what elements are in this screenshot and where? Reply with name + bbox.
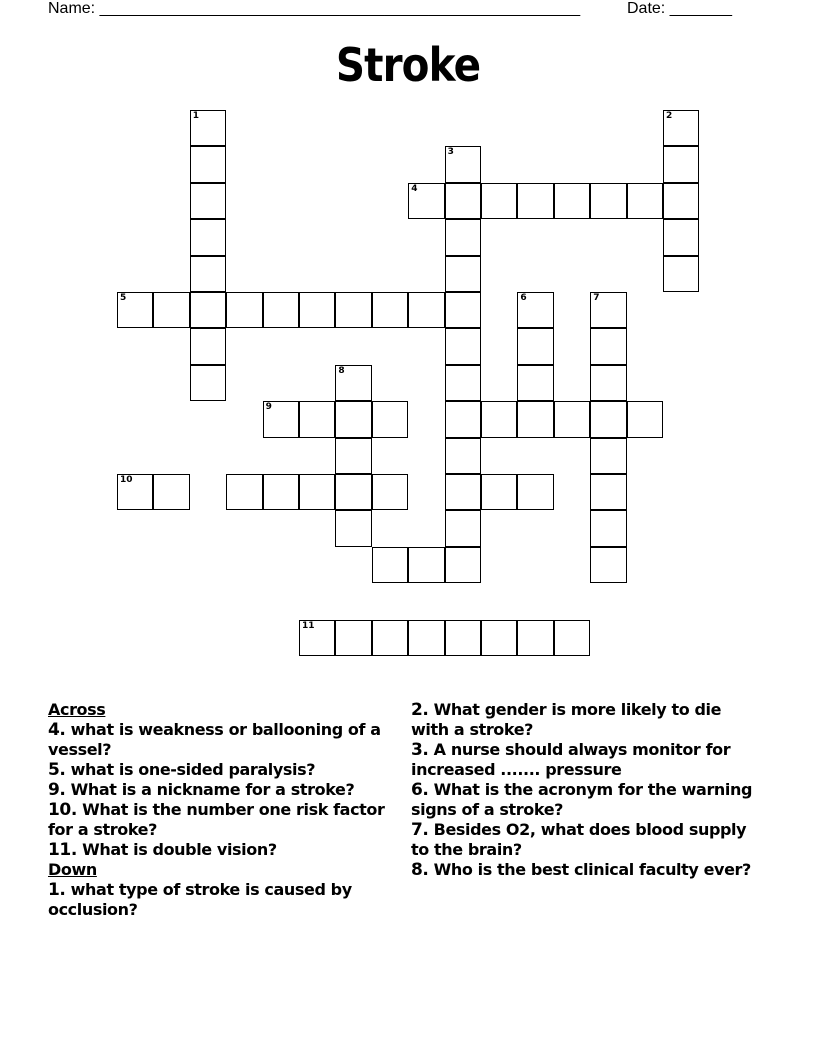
clue-number-label: 3.	[411, 740, 429, 760]
grid-cell[interactable]	[663, 110, 699, 146]
clue-text: What is a nickname for a stroke?	[65, 780, 355, 799]
clue-number-label: 8.	[411, 860, 429, 880]
down-clue	[411, 740, 756, 780]
clue-text: What is the acronym for the warning signs of a stroke?	[411, 780, 753, 819]
clue-number: 5	[120, 293, 127, 303]
clue-number-label: 4.	[48, 720, 66, 740]
grid-cell[interactable]	[517, 365, 553, 401]
grid-cell[interactable]	[299, 292, 335, 328]
clue-number: 4	[411, 183, 418, 194]
grid-cell[interactable]	[335, 401, 371, 437]
down-clue	[411, 820, 756, 860]
grid-cell[interactable]	[372, 474, 408, 510]
grid-cell[interactable]	[190, 365, 226, 401]
across-clue	[48, 780, 393, 800]
grid-cell[interactable]	[190, 292, 226, 328]
grid-cell[interactable]	[445, 438, 481, 474]
across-clue-list	[48, 720, 393, 860]
down-clue-1: 1. what type of stroke is caused by occlusion?	[48, 880, 352, 919]
clue-number-label: 9.	[48, 780, 66, 800]
clue-number: 3	[447, 147, 454, 158]
grid-cell[interactable]	[190, 110, 226, 146]
grid-cell[interactable]	[554, 183, 590, 219]
grid-cell[interactable]	[481, 183, 517, 219]
grid-cell[interactable]	[554, 401, 590, 437]
grid-cell[interactable]	[117, 292, 153, 328]
clue-text: Who is the best clinical faculty ever?	[428, 860, 751, 879]
grid-cell[interactable]	[335, 292, 371, 328]
grid-cell[interactable]	[445, 146, 481, 182]
clue-number-label: 7.	[411, 820, 429, 840]
grid-cell[interactable]	[517, 474, 553, 510]
grid-cell[interactable]	[663, 256, 699, 292]
grid-cell[interactable]	[372, 401, 408, 437]
across-heading: Across	[48, 700, 106, 719]
down-clue	[411, 780, 756, 820]
grid-cell[interactable]	[190, 219, 226, 255]
grid-cell[interactable]	[663, 219, 699, 255]
grid-cell[interactable]	[663, 146, 699, 182]
grid-cell[interactable]	[517, 292, 553, 328]
across-clue	[48, 720, 393, 760]
clue-number: 10	[120, 475, 133, 485]
grid-cell[interactable]	[590, 292, 626, 328]
clue-text: Besides O2, what does blood supply to the brain?	[411, 820, 747, 859]
grid-cell[interactable]	[663, 183, 699, 219]
grid-cell[interactable]	[408, 620, 444, 656]
clue-number-label: 6.	[411, 780, 429, 800]
grid-cell[interactable]	[445, 292, 481, 328]
grid-cell[interactable]	[481, 401, 517, 437]
grid-cell[interactable]	[445, 183, 481, 219]
grid-cell[interactable]	[190, 328, 226, 364]
grid-cell[interactable]	[226, 292, 262, 328]
grid-cell[interactable]	[590, 401, 626, 437]
clue-number-label: 10.	[48, 800, 77, 820]
clue-number: 9	[265, 402, 272, 413]
grid-cell[interactable]	[590, 328, 626, 364]
grid-cell[interactable]	[263, 292, 299, 328]
clue-text: What gender is more likely to die with a stroke?	[411, 700, 722, 739]
down-clue	[411, 700, 756, 740]
grid-cell[interactable]	[190, 183, 226, 219]
clue-text: What is double vision?	[76, 840, 277, 859]
clue-number-label: 2.	[411, 700, 429, 720]
grid-cell[interactable]	[445, 401, 481, 437]
grid-cell[interactable]	[445, 510, 481, 546]
grid-cell[interactable]	[481, 620, 517, 656]
across-clue	[48, 840, 393, 860]
clue-number: 2	[666, 111, 673, 121]
grid-cell[interactable]	[590, 474, 626, 510]
grid-cell[interactable]	[299, 474, 335, 510]
grid-cell[interactable]	[299, 620, 335, 656]
clue-number: 1	[192, 111, 200, 121]
grid-cell[interactable]	[299, 401, 335, 437]
date-line: Date: _______	[627, 0, 732, 17]
grid-cell[interactable]	[627, 183, 663, 219]
grid-cell[interactable]	[590, 365, 626, 401]
clue-number: 6	[520, 293, 527, 303]
grid-cell[interactable]	[445, 620, 481, 656]
down-clue	[411, 860, 756, 880]
clue-text: A nurse should always monitor for increased ....... pressure	[411, 740, 731, 779]
clues-left-column	[48, 700, 393, 920]
grid-cell[interactable]	[445, 474, 481, 510]
down-clue-list	[411, 700, 756, 880]
grid-cell[interactable]	[517, 328, 553, 364]
grid-cell[interactable]	[554, 620, 590, 656]
clue-number-label: 5.	[48, 760, 66, 780]
clue-number: 7	[593, 293, 600, 303]
grid-cell[interactable]	[263, 401, 299, 437]
grid-cell[interactable]	[226, 474, 262, 510]
grid-cell[interactable]	[117, 474, 153, 510]
grid-cell[interactable]	[445, 365, 481, 401]
grid-cell[interactable]	[445, 219, 481, 255]
name-line: Name: ______________________________________________________	[48, 0, 581, 17]
clue-text: What is the number one risk factor for a stroke?	[48, 800, 385, 839]
grid-cell[interactable]	[445, 328, 481, 364]
clue-number-label: 11.	[48, 840, 77, 860]
clue-number: 11	[302, 620, 315, 631]
grid-cell[interactable]	[153, 292, 189, 328]
grid-cell[interactable]	[190, 256, 226, 292]
across-clue	[48, 760, 393, 780]
grid-cell[interactable]	[408, 183, 444, 219]
grid-cell[interactable]	[335, 620, 371, 656]
grid-cell[interactable]	[335, 438, 371, 474]
grid-cell[interactable]	[445, 256, 481, 292]
grid-cell[interactable]	[517, 183, 553, 219]
clue-text: what is weakness or ballooning of a vessel?	[48, 720, 381, 759]
down-heading: Down	[48, 860, 97, 879]
grid-cell[interactable]	[590, 183, 626, 219]
grid-cell[interactable]	[517, 401, 553, 437]
clue-text: what is one-sided paralysis?	[65, 760, 316, 779]
grid-cell[interactable]	[335, 365, 371, 401]
page-title: Stroke	[335, 38, 481, 92]
grid-cell[interactable]	[372, 620, 408, 656]
grid-cell[interactable]	[263, 474, 299, 510]
grid-cell[interactable]	[481, 474, 517, 510]
grid-cell[interactable]	[590, 547, 626, 583]
grid-cell[interactable]	[517, 620, 553, 656]
grid-cell[interactable]	[408, 292, 444, 328]
grid-cell[interactable]	[372, 292, 408, 328]
clue-number: 8	[338, 365, 345, 376]
grid-cell[interactable]	[335, 474, 371, 510]
grid-cell[interactable]	[335, 510, 371, 546]
across-clue	[48, 800, 393, 840]
clues-right-column	[411, 700, 756, 880]
grid-cell[interactable]	[408, 547, 444, 583]
grid-cell[interactable]	[590, 510, 626, 546]
grid-cell[interactable]	[372, 547, 408, 583]
grid-cell[interactable]	[153, 474, 189, 510]
grid-cell[interactable]	[445, 547, 481, 583]
grid-cell[interactable]	[590, 438, 626, 474]
grid-cell[interactable]	[190, 146, 226, 182]
grid-cell[interactable]	[627, 401, 663, 437]
